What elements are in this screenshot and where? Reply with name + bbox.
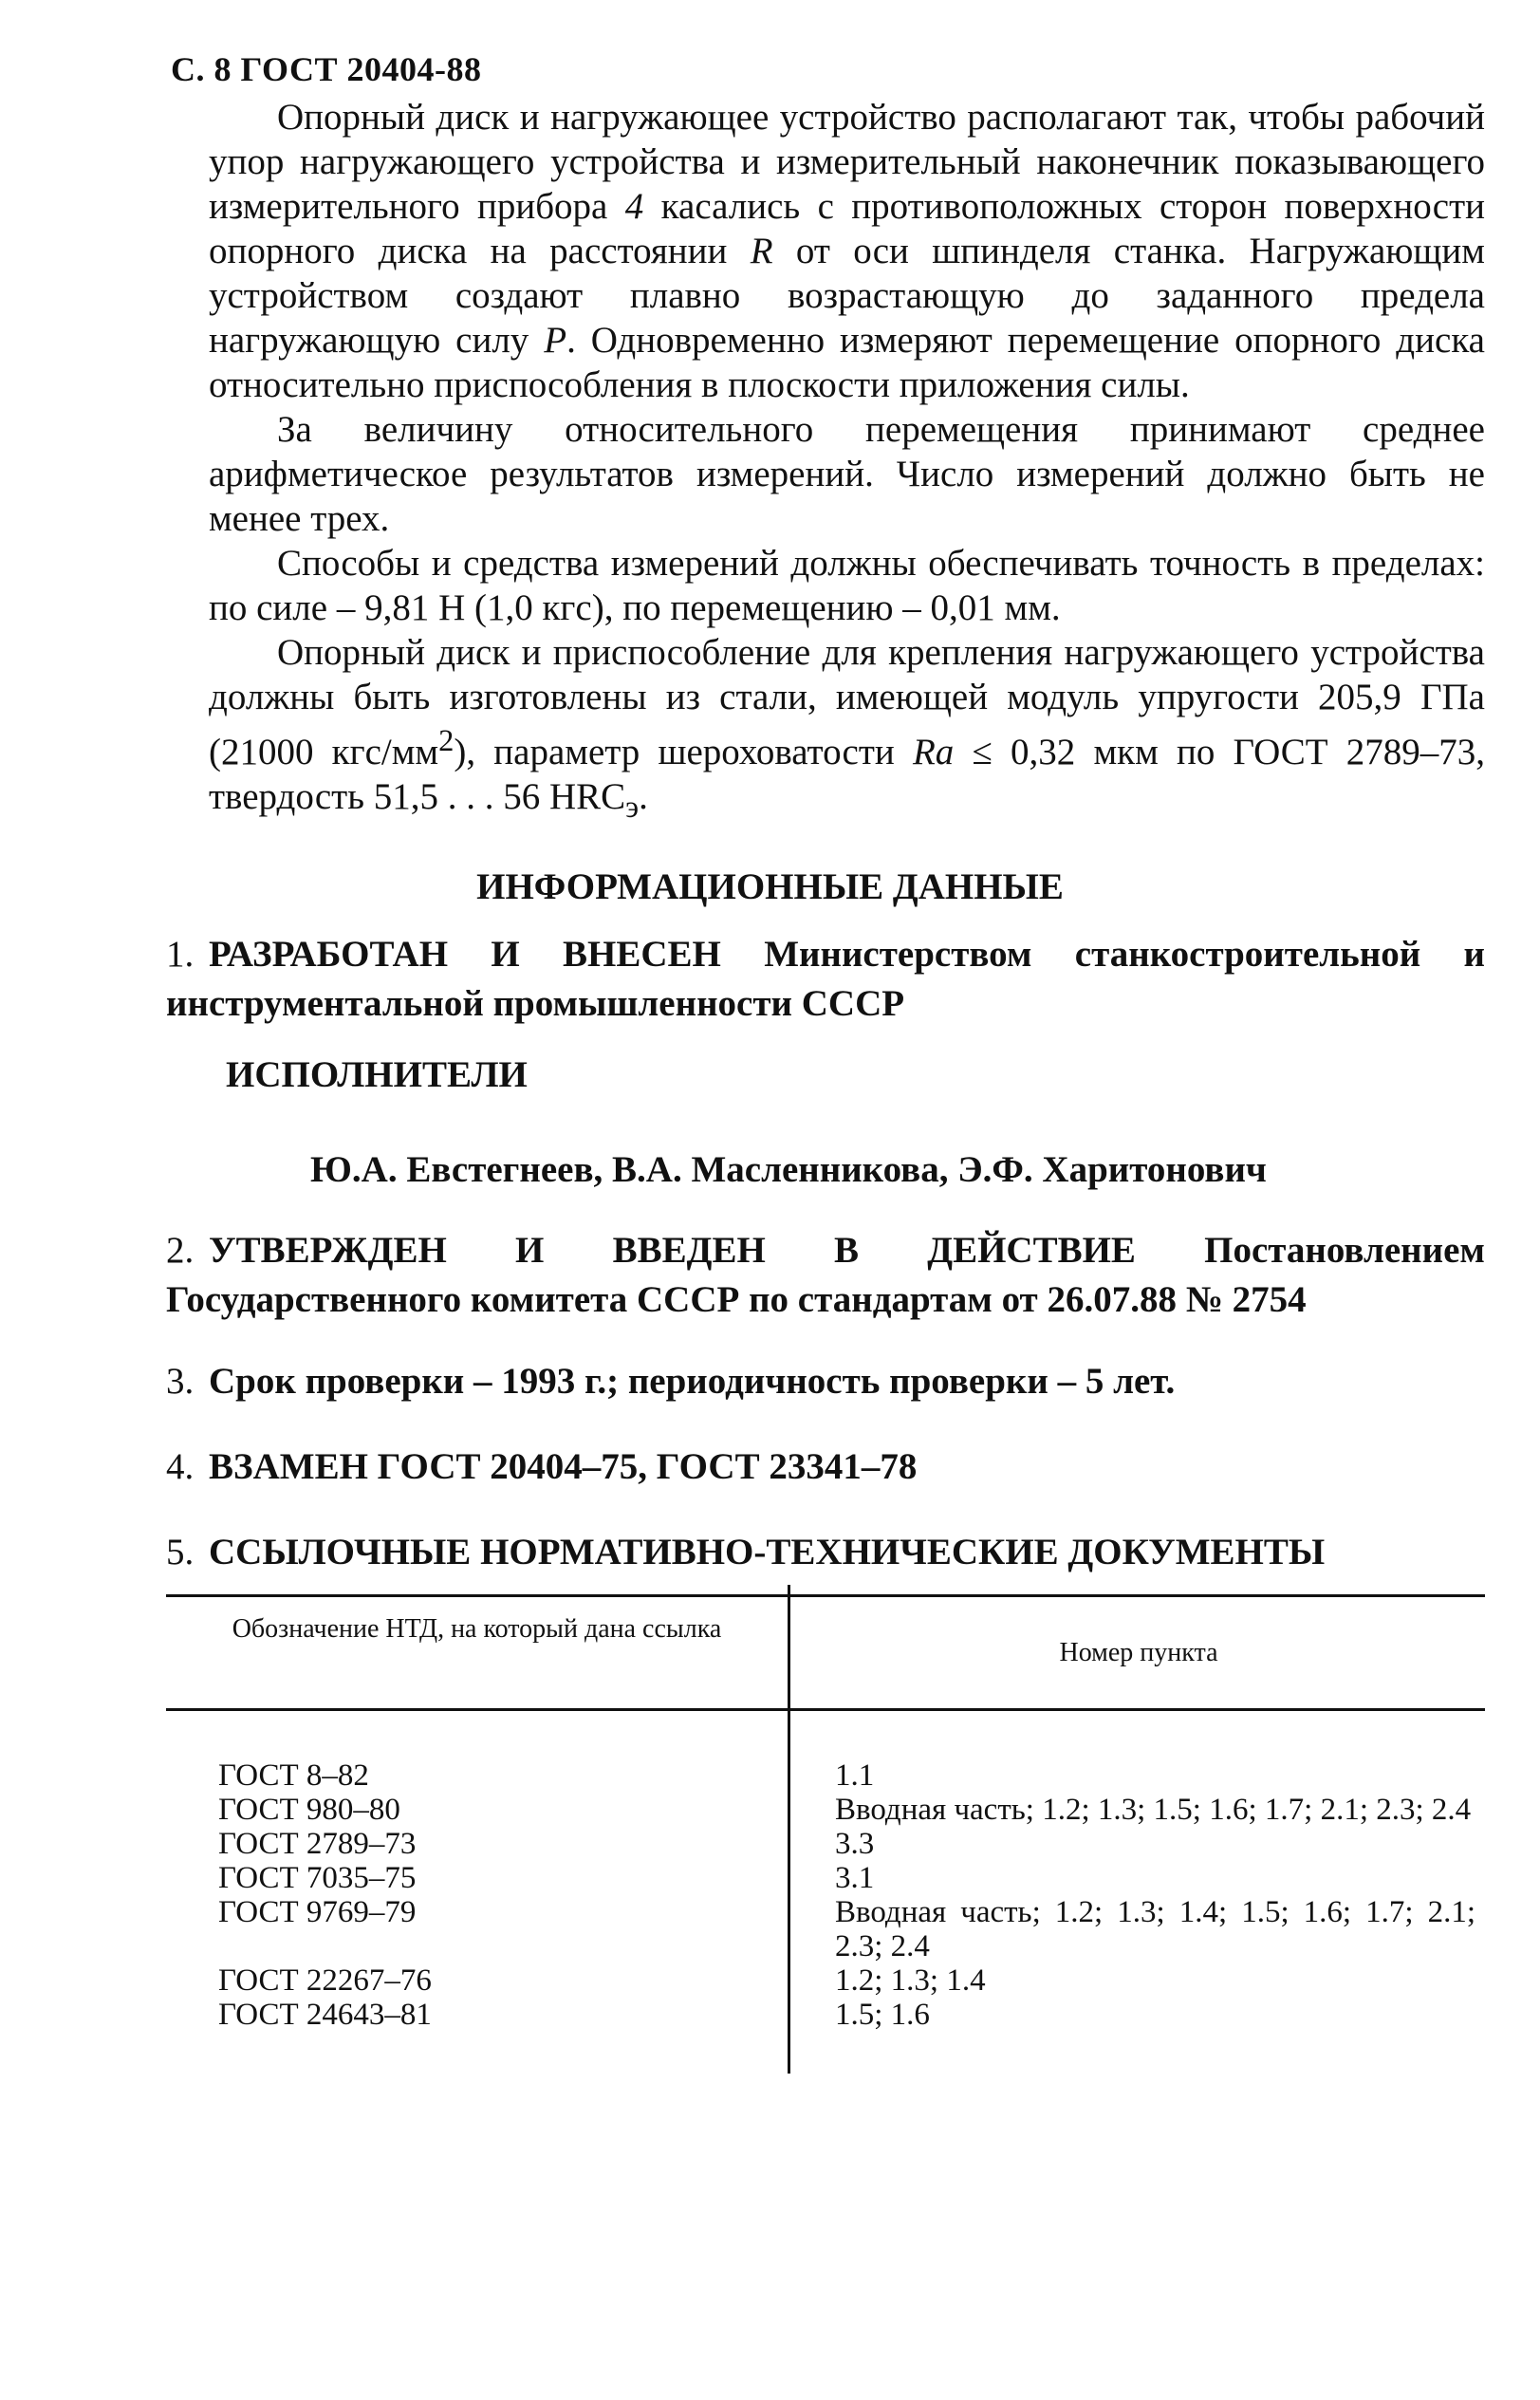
table-cell-clause: 3.3 xyxy=(835,1827,875,1861)
table-cell-doc: ГОСТ 2789–73 xyxy=(218,1827,417,1861)
info-section-title: ИНФОРМАЦИОННЫЕ ДАННЫЕ xyxy=(476,866,1064,907)
body-text xyxy=(209,95,1485,830)
table-cell-clause: Вводная часть; 1.2; 1.3; 1.5; 1.6; 1.7; 2.1; 2.3; 2.4 xyxy=(835,1793,1472,1827)
paragraph-4: Опорный диск и приспособление для крепления нагружающего устройства должны быть изготовлены из стали, имеющей модуль упругости 205,9 ГПа (21000 кгс/$мм^2$), параметр шероховатости Ra ≤ 0,32 мкм по ГОСТ 2789–73, твердость 51,5 . . . 56 $HRC_э$. xyxy=(209,632,1485,825)
table-row xyxy=(166,1758,1485,1793)
info-item-4: 4. ВЗАМЕН ГОСТ 20404–75, ГОСТ 23341–78 xyxy=(166,1446,918,1487)
table-cell-clause: 3.1 xyxy=(835,1861,875,1895)
page-number: С. 8 xyxy=(171,50,232,88)
table-cell-clause: 1.1 xyxy=(835,1758,875,1793)
table-cell-doc: ГОСТ 7035–75 xyxy=(218,1861,417,1895)
table-row xyxy=(166,1998,1485,2032)
table-cell-clause: Вводная часть; 1.2; 1.3; 1.4; 1.5; 1.6; 1.7; 2.1; 2.3; 2.4 xyxy=(835,1895,1475,1963)
table-cell-doc: ГОСТ 9769–79 xyxy=(218,1895,417,1929)
table-cell-clause: 1.5; 1.6 xyxy=(835,1998,930,2032)
paragraph-3: Способы и средства измерений должны обеспечивать точность в пределах: по силе – 9,81 Н (1,0 кгс), по перемещению – 0,01 мм. xyxy=(209,543,1485,628)
table-row xyxy=(166,1827,1485,1861)
table-row xyxy=(166,1895,1485,1963)
executors-names: Ю.А. Евстегнеев, В.А. Масленникова, Э.Ф. Харитонович xyxy=(310,1149,1267,1190)
table-cell-doc: ГОСТ 8–82 xyxy=(218,1758,369,1793)
table-row xyxy=(166,1793,1485,1827)
info-item-3: 3. Срок проверки – 1993 г.; периодичность проверки – 5 лет. xyxy=(166,1361,1176,1402)
table-cell-doc: ГОСТ 22267–76 xyxy=(218,1963,432,1998)
executors-title: ИСПОЛНИТЕЛИ xyxy=(226,1054,528,1095)
table-top-rule xyxy=(166,1594,1485,1597)
table-header-designation: Обозначение НТД, на который дана ссылка xyxy=(232,1614,722,1644)
table-header-rule xyxy=(166,1708,1485,1711)
paragraph-2: За величину относительного перемещения принимают среднее арифметическое результатов измерений. Число измерений должно быть не менее трех. xyxy=(209,409,1485,539)
table-cell-doc: ГОСТ 24643–81 xyxy=(218,1998,432,2032)
page-header xyxy=(171,49,481,89)
info-item-1: 1. РАЗРАБОТАН И ВНЕСЕН Министерством станкостроительной и инструментальной промышленности СССР xyxy=(166,934,1485,1024)
info-item-2: 2. УТВЕРЖДЕН И ВВЕДЕН В ДЕЙСТВИЕ Постановлением Государственного комитета СССР по стандартам от 26.07.88 № 2754 xyxy=(166,1230,1485,1320)
table-row xyxy=(166,1963,1485,1998)
table-cell-clause: 1.2; 1.3; 1.4 xyxy=(835,1963,986,1998)
table-row xyxy=(166,1861,1485,1895)
table-body xyxy=(166,1758,1485,2032)
paragraph-1: Опорный диск и нагружающее устройство располагают так, чтобы рабочий упор нагружающего устройства и измерительный наконечник показывающего измерительного прибора 4 касались с противоположных сторон поверхности опорного диска на расстоянии R от оси шпинделя станка. Нагружающим устройством создают плавно возрастающую до заданного предела нагружающую силу P. Одновременно измеряют перемещение опорного диска относительно приспособления в плоскости приложения силы. xyxy=(209,97,1485,405)
info-item-5: 5. ССЫЛОЧНЫЕ НОРМАТИВНО-ТЕХНИЧЕСКИЕ ДОКУМЕНТЫ xyxy=(166,1532,1326,1572)
table-header-clause: Номер пункта xyxy=(1059,1638,1218,1667)
standard-code: ГОСТ 20404-88 xyxy=(240,50,482,88)
table-cell-doc: ГОСТ 980–80 xyxy=(218,1793,400,1827)
